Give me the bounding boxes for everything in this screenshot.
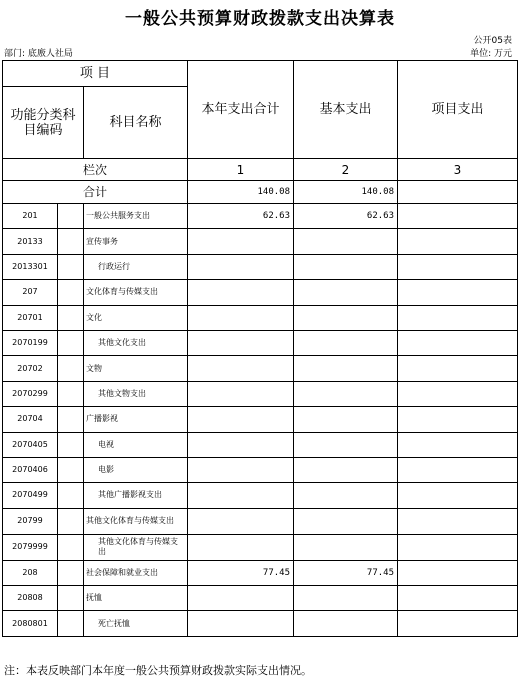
row-spacer: [58, 381, 84, 406]
row-spacer: [58, 586, 84, 611]
row-c3: [398, 508, 518, 534]
row-code: 20799: [3, 508, 58, 534]
header-item: 项 目: [3, 61, 188, 87]
header-col3: 项目支出: [398, 61, 518, 159]
row-c3: [398, 381, 518, 406]
table-row: [3, 407, 518, 432]
table-row: [3, 483, 518, 508]
row-c2: 77.45: [294, 560, 398, 585]
table-row: [3, 508, 518, 534]
row-code: 20701: [3, 305, 58, 330]
row-c3: [398, 356, 518, 381]
row-c3: [398, 330, 518, 355]
row-c3: [398, 432, 518, 457]
row-code: 2070405: [3, 432, 58, 457]
row-c1: [188, 381, 294, 406]
footnote: 注：本表反映部门本年度一般公共预算财政拨款实际支出情况。: [4, 664, 312, 677]
row-c3: [398, 254, 518, 279]
row-c1: [188, 254, 294, 279]
row-code: 2070499: [3, 483, 58, 508]
row-name: 其他文物支出: [84, 381, 188, 406]
row-name: 其他文化体育与传媒支出: [84, 534, 188, 560]
row-c3: [398, 560, 518, 585]
unit-label: 单位: 万元: [470, 49, 512, 59]
row-name: 社会保障和就业支出: [84, 560, 188, 585]
row-c3: [398, 407, 518, 432]
row-c1: [188, 483, 294, 508]
table-row: [3, 432, 518, 457]
table-row: [3, 381, 518, 406]
row-spacer: [58, 457, 84, 482]
row-c1: 62.63: [188, 204, 294, 229]
row-c3: [398, 229, 518, 254]
row-code: 20808: [3, 586, 58, 611]
row-c2: 62.63: [294, 204, 398, 229]
header-col1: 本年支出合计: [188, 61, 294, 159]
row-name: 宣传事务: [84, 229, 188, 254]
row-spacer: [58, 280, 84, 305]
row-c2: [294, 356, 398, 381]
total-label: 合计: [3, 181, 188, 204]
row-code: 2079999: [3, 534, 58, 560]
row-name: 抚恤: [84, 586, 188, 611]
header-n3: 3: [398, 159, 518, 181]
row-name: 文物: [84, 356, 188, 381]
row-name: 其他文化体育与传媒支出: [84, 508, 188, 534]
table-row: [3, 611, 518, 636]
row-c2: [294, 508, 398, 534]
row-name: 一般公共服务支出: [84, 204, 188, 229]
row-c2: [294, 254, 398, 279]
total-c3: [398, 181, 518, 204]
row-c3: [398, 611, 518, 636]
table-row: [3, 305, 518, 330]
row-name: 文化: [84, 305, 188, 330]
row-c2: [294, 457, 398, 482]
header-n1: 1: [188, 159, 294, 181]
row-name: 电视: [84, 432, 188, 457]
row-name: 行政运行: [84, 254, 188, 279]
row-spacer: [58, 483, 84, 508]
row-spacer: [58, 432, 84, 457]
row-c3: [398, 305, 518, 330]
row-c2: [294, 305, 398, 330]
row-c1: [188, 356, 294, 381]
row-c1: 77.45: [188, 560, 294, 585]
row-code: 2080801: [3, 611, 58, 636]
row-c1: [188, 432, 294, 457]
row-name: 其他广播影视支出: [84, 483, 188, 508]
row-c1: [188, 305, 294, 330]
row-code: 207: [3, 280, 58, 305]
row-code: 20704: [3, 407, 58, 432]
row-code: 2013301: [3, 254, 58, 279]
row-c2: [294, 381, 398, 406]
row-c1: [188, 611, 294, 636]
row-c1: [188, 280, 294, 305]
row-spacer: [58, 508, 84, 534]
header-n2: 2: [294, 159, 398, 181]
row-spacer: [58, 254, 84, 279]
row-c1: [188, 229, 294, 254]
row-c1: [188, 508, 294, 534]
row-c3: [398, 483, 518, 508]
row-code: 2070299: [3, 381, 58, 406]
page-title: 一般公共预算财政拨款支出决算表: [125, 9, 395, 29]
department-label: 部门: 底廒人社局: [4, 49, 73, 59]
row-c2: [294, 534, 398, 560]
table-row: [3, 560, 518, 585]
row-c1: [188, 330, 294, 355]
row-c3: [398, 280, 518, 305]
table-row: [3, 586, 518, 611]
row-code: 2070406: [3, 457, 58, 482]
row-code: 208: [3, 560, 58, 585]
row-code: 20702: [3, 356, 58, 381]
form-code: 公开05表: [473, 36, 512, 46]
row-c2: [294, 611, 398, 636]
row-name: 电影: [84, 457, 188, 482]
table-row: [3, 229, 518, 254]
row-c2: [294, 229, 398, 254]
header-func-code: 功能分类科目编码: [3, 87, 84, 159]
row-c2: [294, 407, 398, 432]
row-code: 20133: [3, 229, 58, 254]
row-name: 广播影视: [84, 407, 188, 432]
row-spacer: [58, 204, 84, 229]
row-name: 文化体育与传媒支出: [84, 280, 188, 305]
table-row: [3, 534, 518, 560]
header-subject-name: 科目名称: [84, 87, 188, 159]
row-c3: [398, 457, 518, 482]
row-spacer: [58, 407, 84, 432]
row-name: 其他文化支出: [84, 330, 188, 355]
table-row: [3, 457, 518, 482]
row-c2: [294, 432, 398, 457]
table-row: [3, 280, 518, 305]
row-c2: [294, 483, 398, 508]
row-code: 2070199: [3, 330, 58, 355]
row-c1: [188, 407, 294, 432]
table-row: [3, 330, 518, 355]
row-c2: [294, 280, 398, 305]
header-col2: 基本支出: [294, 61, 398, 159]
row-spacer: [58, 560, 84, 585]
row-c3: [398, 586, 518, 611]
row-spacer: [58, 611, 84, 636]
row-spacer: [58, 534, 84, 560]
row-c3: [398, 204, 518, 229]
row-c1: [188, 534, 294, 560]
row-spacer: [58, 229, 84, 254]
row-c1: [188, 586, 294, 611]
total-c2: 140.08: [294, 181, 398, 204]
row-spacer: [58, 356, 84, 381]
row-name: 死亡抚恤: [84, 611, 188, 636]
row-spacer: [58, 330, 84, 355]
row-c1: [188, 457, 294, 482]
row-c2: [294, 330, 398, 355]
row-code: 201: [3, 204, 58, 229]
total-c1: 140.08: [188, 181, 294, 204]
table-row: [3, 356, 518, 381]
table-row: [3, 254, 518, 279]
row-c2: [294, 586, 398, 611]
expenditure-table: [2, 60, 518, 637]
table-row: [3, 204, 518, 229]
row-c3: [398, 534, 518, 560]
header-lanci: 栏次: [3, 159, 188, 181]
row-spacer: [58, 305, 84, 330]
